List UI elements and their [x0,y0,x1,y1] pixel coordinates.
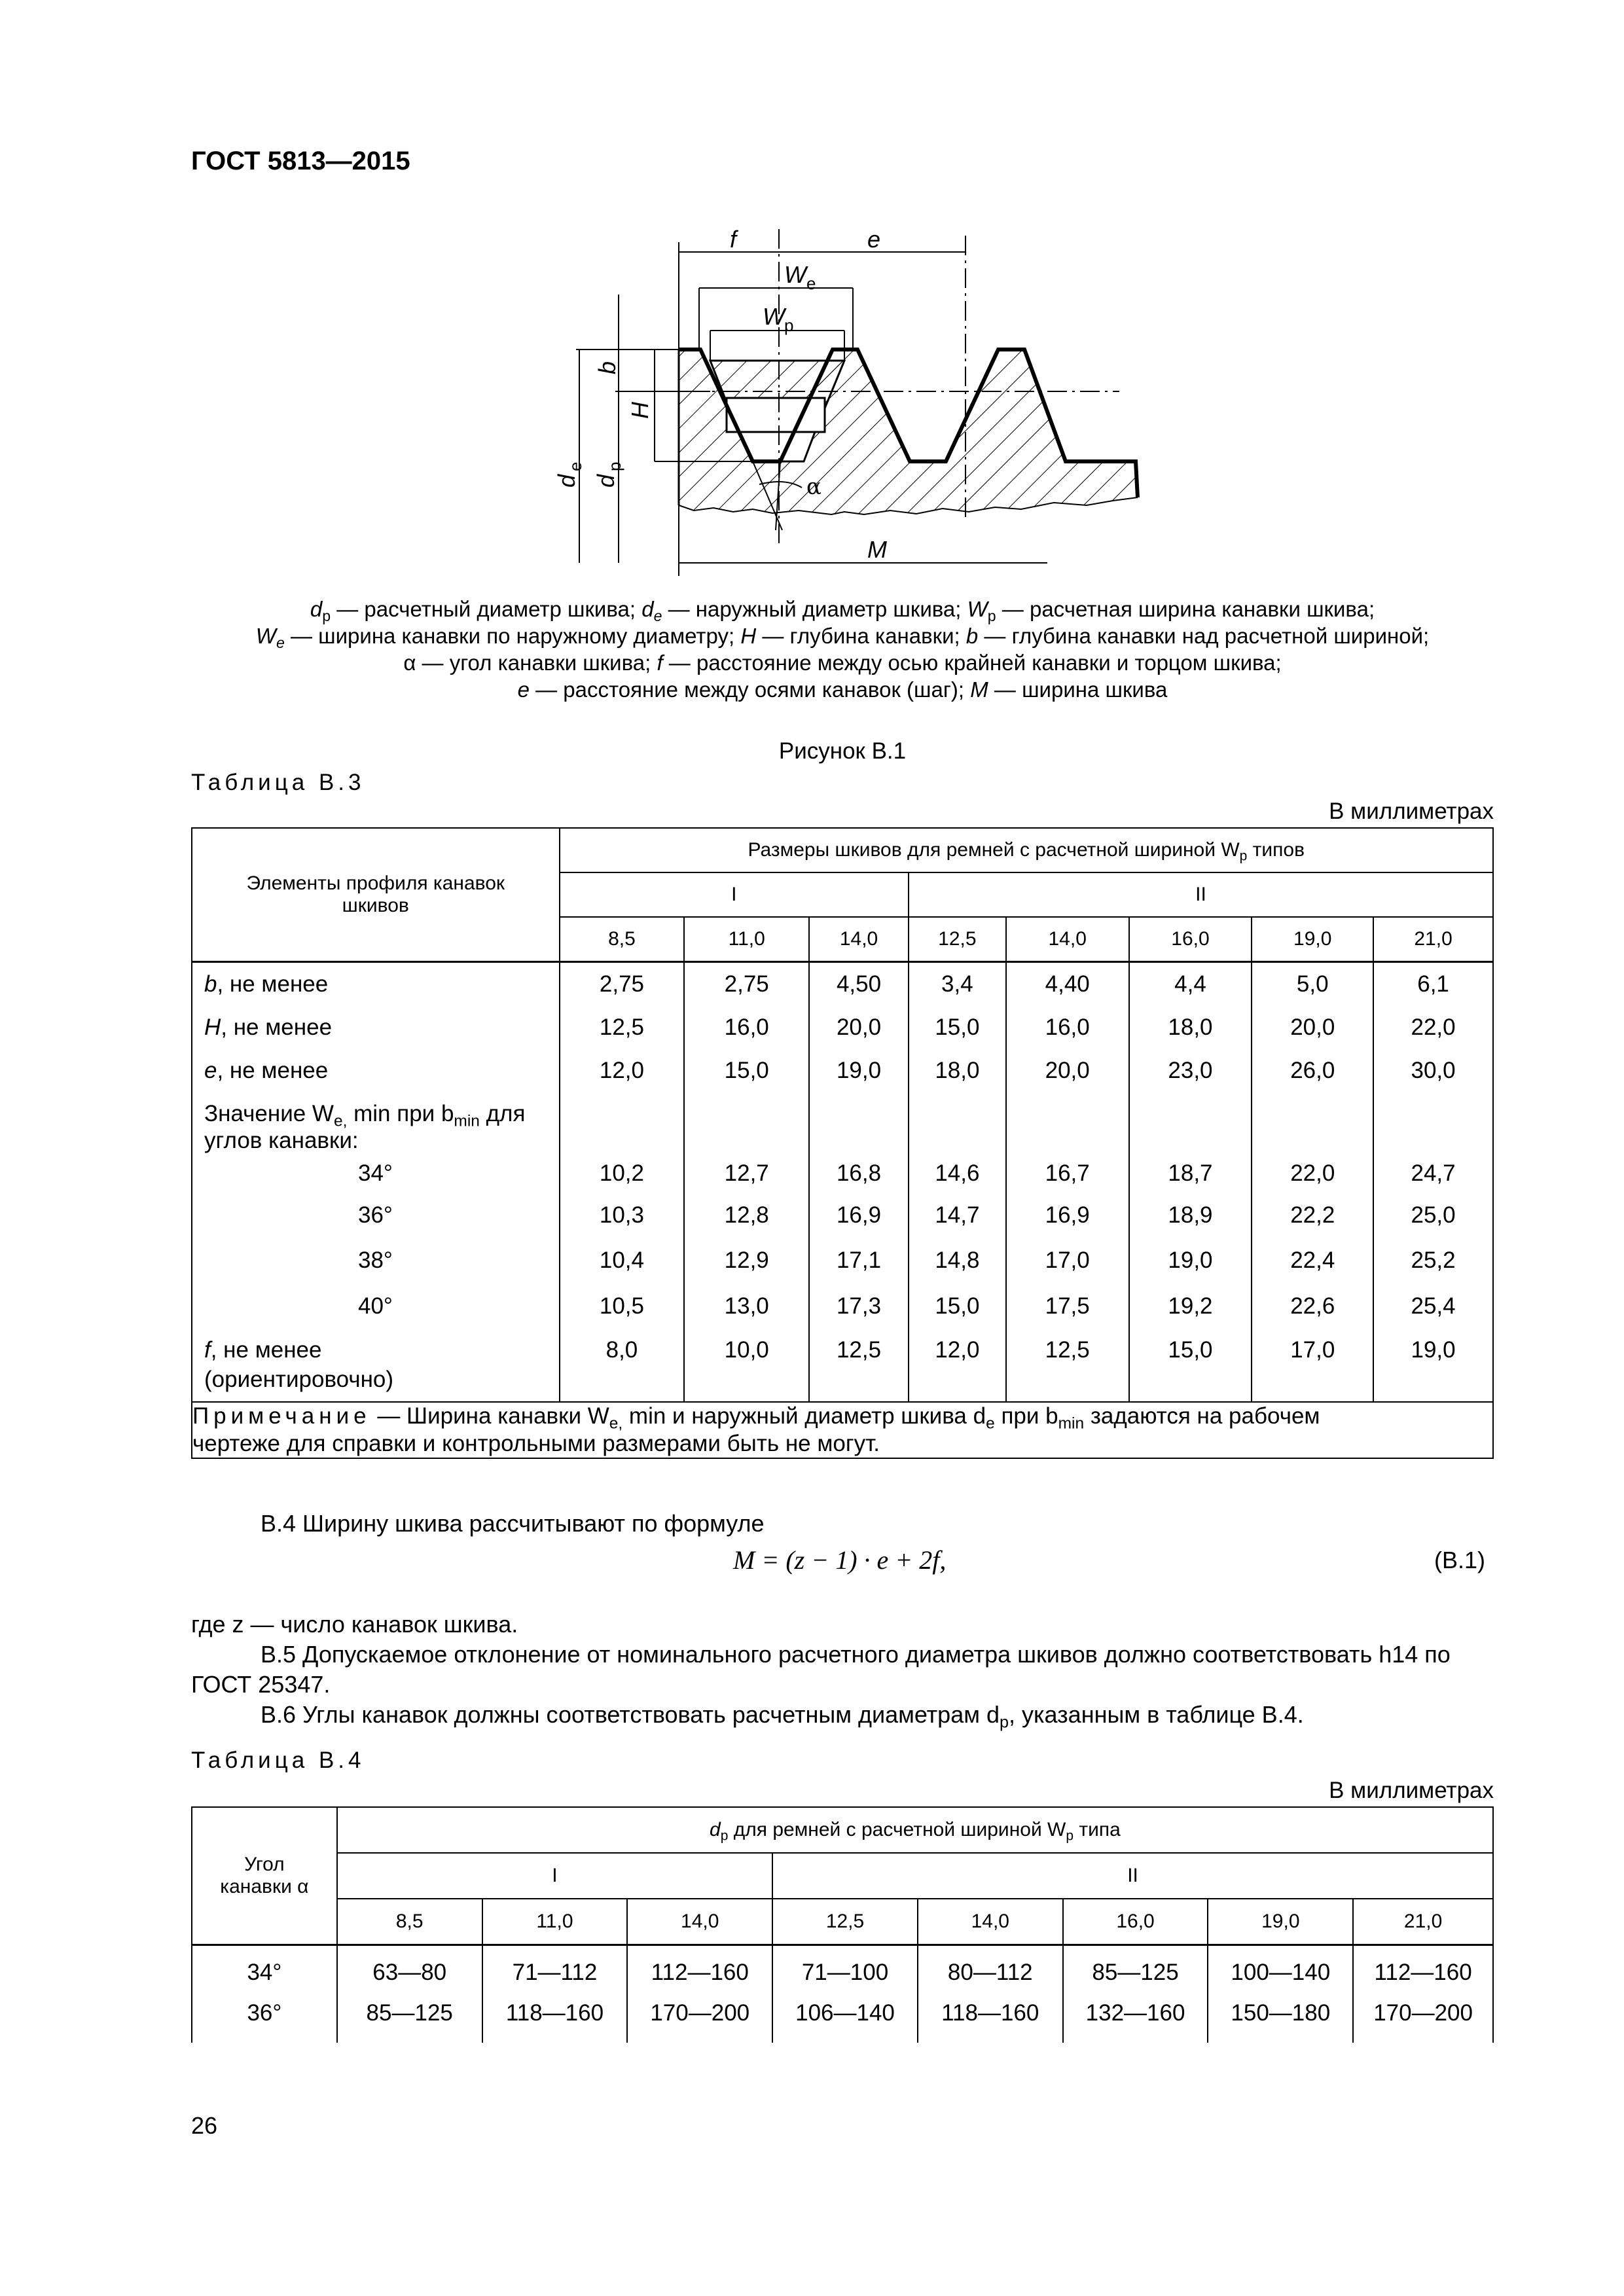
para-where: где z — число канавок шкива. [191,1611,518,1638]
b4-cell: 150—180 [1231,2000,1331,2026]
b3-cell: 2,75 [724,971,769,997]
b4-cell: 170—200 [1373,2000,1473,2026]
b3-col [909,961,1006,1402]
b4-col [1208,1945,1353,2043]
b4-width: 11,0 [482,1899,628,1945]
legend-line-3: α — угол канавки шкива; f — расстояние между осью крайней канавки и торцом шкива; [403,651,1282,675]
b4-cell: 85—125 [366,2000,453,2026]
b4-type-ii: II [772,1853,1493,1899]
b3-cell: 12,0 [599,1057,644,1083]
para-b5-line2: ГОСТ 25347. [191,1671,331,1698]
b3-cell [1130,1092,1252,1154]
b3-col [1129,961,1252,1402]
b3-cell: 10,3 [599,1202,644,1228]
b4-col [1063,1945,1208,2043]
b4-cell: 63—80 [372,1959,447,1985]
table-b4-label: Таблица В.4 [191,1748,365,1773]
b4-col [482,1945,628,2043]
table-b3-units: В миллиметрах [1329,798,1494,824]
b3-cell [810,1092,908,1154]
formula: M = (z − 1) · e + 2f, [733,1545,947,1575]
b3-cell: 22,4 [1290,1247,1335,1273]
b3-cell [1374,1092,1492,1154]
b4-cell: 106—140 [795,2000,895,2026]
b4-col [772,1945,918,2043]
b3-width: 21,0 [1373,917,1493,961]
label-f: f [730,226,737,253]
b4-angle: 34° [247,1959,282,1985]
b3-cell: 10,0 [724,1336,769,1363]
label-b: b [594,361,621,374]
b3-type-i: I [560,872,909,917]
b3-row-label: b, не менее [204,971,329,997]
b3-cell: 17,0 [1045,1247,1090,1273]
b3-cell: 4,50 [836,971,882,997]
b3-cell: 19,0 [836,1057,882,1083]
b3-cell: 10,2 [599,1160,644,1186]
b3-cell: 17,3 [836,1293,882,1319]
b4-angle-column [192,1945,337,2043]
b3-cell: 12,5 [599,1014,644,1040]
b3-cell: 16,7 [1045,1160,1090,1186]
b3-cell: 22,0 [1411,1014,1456,1040]
b3-cell [1252,1092,1373,1154]
b3-we-label-2: углов канавки: [204,1127,359,1153]
label-m: M [867,536,887,563]
b3-cell: 14,8 [935,1247,980,1273]
b3-cell: 4,4 [1174,971,1206,997]
b3-cell: 16,0 [724,1014,769,1040]
b3-width: 12,5 [909,917,1006,961]
label-alpha: α [806,474,821,500]
para-b4: В.4 Ширину шкива рассчитывают по формуле [261,1510,765,1537]
b3-cell: 10,4 [599,1247,644,1273]
b3-col [809,961,909,1402]
b3-cell: 12,8 [724,1202,769,1228]
label-de: d [553,474,580,488]
b3-col [1252,961,1373,1402]
b4-col [337,1945,482,2043]
b3-cell: 16,9 [836,1202,882,1228]
b3-angle: 36° [358,1202,393,1228]
para-b5-line1: В.5 Допускаемое отклонение от номинального расчетного диаметра шкивов должно соответствовать h14 по [261,1641,1451,1668]
b4-angle: 36° [247,2000,282,2026]
b3-cell: 24,7 [1411,1160,1456,1186]
label-wp: W [763,303,785,330]
b3-cell: 13,0 [724,1293,769,1319]
b3-cell: 26,0 [1290,1057,1335,1083]
legend-line-4: e — расстояние между осями канавок (шаг); M — ширина шкива [517,677,1168,702]
b3-f-label: f, не менее [204,1336,322,1363]
b4-cell: 100—140 [1231,1959,1331,1985]
table-b4-units: В миллиметрах [1329,1778,1494,1803]
b3-cell: 15,0 [935,1014,980,1040]
table-b3 [191,827,1494,1459]
b4-header-angle: Угол канавки α [192,1807,337,1945]
b3-cell: 16,0 [1045,1014,1090,1040]
b3-cell: 16,9 [1045,1202,1090,1228]
b4-cell: 132—160 [1085,2000,1185,2026]
b3-cell [560,1092,684,1154]
b3-cell [1007,1092,1128,1154]
b3-body [192,961,1493,1402]
b3-cell: 16,8 [836,1160,882,1186]
pulley-groove-figure [537,216,1178,583]
para-b6: В.6 Углы канавок должны соответствовать расчетным диаметрам $d_p$, указанным в таблице В.4. [261,1701,1304,1732]
figure-caption: Рисунок В.1 [778,738,907,764]
b3-cell: 12,5 [836,1336,882,1363]
b3-cell: 17,1 [836,1247,882,1273]
b3-col [560,961,685,1402]
b3-cell: 14,6 [935,1160,980,1186]
b3-cell: 10,5 [599,1293,644,1319]
b3-cell: 20,0 [1290,1014,1335,1040]
b3-header-elements: Элементы профиля канавок шкивов [192,828,560,961]
label-dp: d [592,474,619,488]
b3-angle: 34° [358,1160,393,1186]
b4-col [627,1945,772,2043]
b4-width: 16,0 [1063,1899,1208,1945]
b3-note: Примечание — Ширина канавки $W_{e,}$ min и наружный диаметр шкива $d_e$ при $b_{min}$ задаются на рабочем чертеже для справки и контрольными размерами быть не могут. [192,1402,1493,1458]
label-h: H [626,402,653,419]
b3-cell: 12,7 [724,1160,769,1186]
b4-cell: 112—160 [1374,1959,1472,1985]
b4-cell: 85—125 [1092,1959,1179,1985]
b3-cell: 20,0 [836,1014,882,1040]
b3-cell: 25,0 [1411,1202,1456,1228]
b4-cell: 71—112 [512,1959,598,1985]
b4-cell: 118—160 [505,2000,604,2026]
b3-width: 16,0 [1129,917,1252,961]
b4-width: 14,0 [918,1899,1063,1945]
b3-cell: 19,0 [1411,1336,1456,1363]
b3-col [1006,961,1129,1402]
b3-width: 8,5 [560,917,685,961]
label-we: W [784,261,806,288]
b3-cell: 2,75 [599,971,644,997]
b3-cell: 4,40 [1045,971,1090,997]
b4-cell: 71—100 [801,1959,889,1985]
document-code: ГОСТ 5813—2015 [191,147,410,175]
b3-cell [909,1092,1005,1154]
table-b4 [191,1806,1494,2043]
b4-col [918,1945,1063,2043]
b3-angle: 38° [358,1247,393,1273]
b3-cell: 20,0 [1045,1057,1090,1083]
b4-body [192,1945,1493,2043]
b3-cell: 15,0 [935,1293,980,1319]
b3-header-sizes: Размеры шкивов для ремней с расчетной шириной $W_p$ типов [560,828,1493,872]
b3-cell: 8,0 [605,1336,638,1363]
b4-width: 8,5 [337,1899,482,1945]
b3-cell: 12,0 [935,1336,980,1363]
b3-cell: 12,5 [1045,1336,1090,1363]
b3-cell: 5,0 [1296,971,1329,997]
b3-cell: 15,0 [1168,1336,1213,1363]
b4-cell: 112—160 [651,1959,749,1985]
b3-row-label: e, не менее [204,1057,329,1083]
b3-cell: 18,0 [935,1057,980,1083]
b3-cell: 22,0 [1290,1160,1335,1186]
label-dp-sub: p [605,461,624,471]
b3-col [1373,961,1493,1402]
b3-cell: 17,5 [1045,1293,1090,1319]
b4-cell: 80—112 [947,1959,1033,1985]
b3-width: 14,0 [1006,917,1129,961]
b3-cell: 25,4 [1411,1293,1456,1319]
b3-cell: 25,2 [1411,1247,1456,1273]
b3-row-label: H, не менее [204,1014,333,1040]
legend-line-2: $W_e$ — ширина канавки по наружному диаметру; H — глубина канавки; b — глубина канавки над расчетной шириной; [255,624,1430,651]
b3-cell: 18,0 [1168,1014,1213,1040]
b3-cell: 3,4 [941,971,973,997]
b3-width: 19,0 [1252,917,1373,961]
b3-cell [685,1092,808,1154]
b3-cell: 18,7 [1168,1160,1213,1186]
b4-cell: 118—160 [941,2000,1039,2026]
b4-col [1353,1945,1493,2043]
b3-cell: 30,0 [1411,1057,1456,1083]
b3-col [684,961,809,1402]
b3-cell: 17,0 [1290,1336,1335,1363]
page-number: 26 [191,2112,218,2139]
label-de-sub: e [566,461,585,471]
legend-line-1: $d_p$ — расчетный диаметр шкива; $d_e$ — наружный диаметр шкива; $W_p$ — расчетная ширина канавки шкива; [310,597,1375,624]
b3-cell: 23,0 [1168,1057,1213,1083]
b4-type-i: I [337,1853,772,1899]
b3-cell: 12,9 [724,1247,769,1273]
b3-width: 11,0 [684,917,809,961]
b3-cell: 19,0 [1168,1247,1213,1273]
b3-width: 14,0 [809,917,909,961]
b3-we-label: Значение $W_{e,}$ min при $b_{min}$ для [204,1100,526,1130]
figure-legend [191,596,1494,703]
b3-cell: 6,1 [1417,971,1449,997]
b4-width: 14,0 [627,1899,772,1945]
b3-cell: 18,9 [1168,1202,1213,1228]
b3-f-label-2: (ориентировочно) [204,1366,394,1392]
b3-cell: 19,2 [1168,1293,1213,1319]
formula-number: (В.1) [1434,1547,1485,1573]
b4-header-dp: $d_p$ для ремней с расчетной шириной $W_p$ типа [337,1807,1493,1853]
b3-cell: 22,2 [1290,1202,1335,1228]
label-we-sub: e [806,274,816,293]
b3-angle: 40° [358,1293,393,1319]
b3-cell: 22,6 [1290,1293,1335,1319]
table-b3-label: Таблица В.3 [191,770,365,795]
b3-cell: 15,0 [724,1057,769,1083]
b3-cell: 14,7 [935,1202,980,1228]
b4-width: 19,0 [1208,1899,1353,1945]
b4-width: 12,5 [772,1899,918,1945]
b3-type-ii: II [909,872,1493,917]
b3-label-column [192,961,560,1402]
label-wp-sub: p [784,315,794,335]
b4-cell: 170—200 [650,2000,750,2026]
label-e: e [867,226,881,253]
b4-width: 21,0 [1353,1899,1493,1945]
